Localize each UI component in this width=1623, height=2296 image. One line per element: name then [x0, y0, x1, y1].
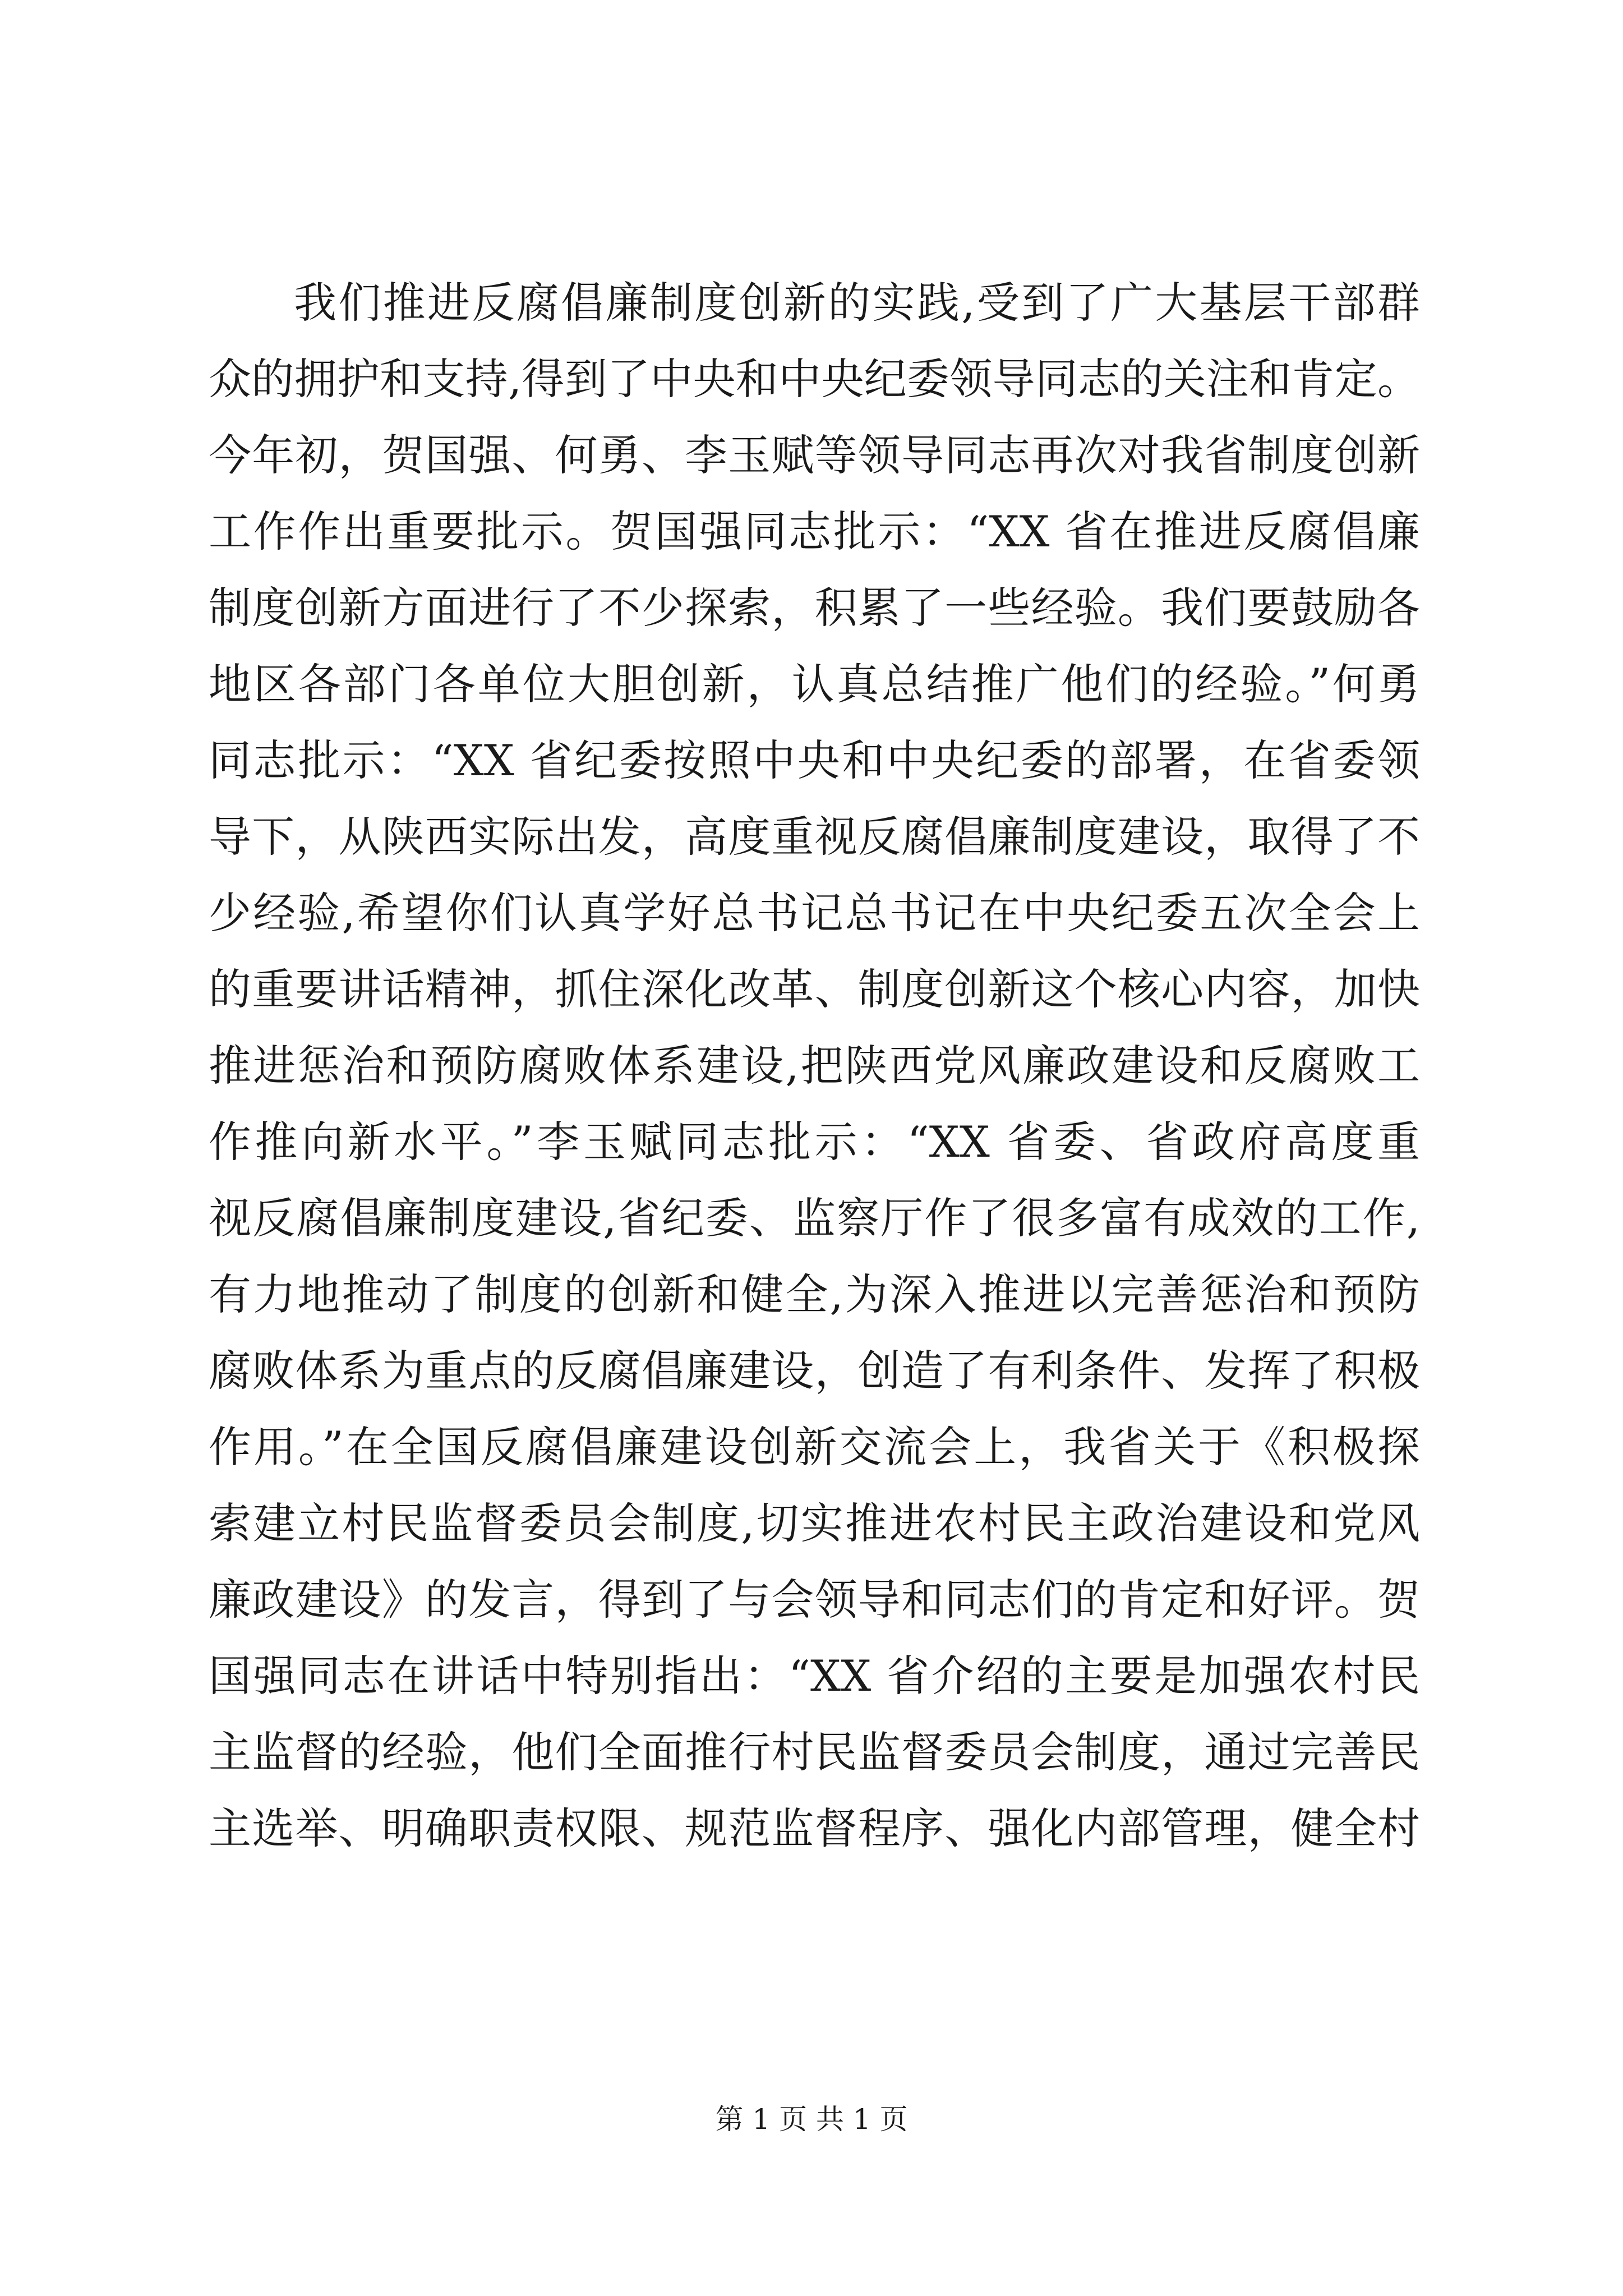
body-paragraph: [209, 265, 1420, 1867]
text-line: 我们推进反腐倡廉制度创新的实践,受到了广大基层干部群: [294, 278, 1420, 328]
text-line: 同志批示：“XX 省纪委按照中央和中央纪委的部署，在省委领: [209, 735, 1420, 785]
text-line: 工作作出重要批示。贺国强同志批示：“XX 省在推进反腐倡廉: [209, 507, 1420, 556]
text-line: 国强同志在讲话中特别指出：“XX 省介绍的主要是加强农村民: [209, 1651, 1420, 1701]
page-footer: [0, 2097, 1623, 2142]
text-line: 视反腐倡廉制度建设,省纪委、监察厅作了很多富有成效的工作,: [209, 1193, 1420, 1243]
text-line: 腐败体系为重点的反腐倡廉建设，创造了有利条件、发挥了积极: [209, 1346, 1420, 1396]
text-line: 主选举、明确职责权限、规范监督程序、强化内部管理，健全村: [209, 1803, 1420, 1853]
page-number: 第 1 页 共 1 页: [715, 2103, 908, 2136]
text-line: 主监督的经验，他们全面推行村民监督委员会制度，通过完善民: [209, 1727, 1420, 1777]
text-line: 少经验,希望你们认真学好总书记总书记在中央纪委五次全会上: [209, 888, 1420, 938]
text-line: 的重要讲话精神，抓住深化改革、制度创新这个核心内容，加快: [209, 964, 1420, 1014]
text-line: 今年初，贺国强、何勇、李玉赋等领导同志再次对我省制度创新: [209, 430, 1420, 480]
text-line: 推进惩治和预防腐败体系建设,把陕西党风廉政建设和反腐败工: [209, 1041, 1420, 1091]
text-line: 索建立村民监督委员会制度,切实推进农村民主政治建设和党风: [209, 1498, 1420, 1548]
text-line: 作推向新水平。”李玉赋同志批示：“XX 省委、省政府高度重: [209, 1117, 1420, 1167]
text-line: 作用。”在全国反腐倡廉建设创新交流会上，我省关于《积极探: [209, 1422, 1420, 1472]
text-line: 地区各部门各单位大胆创新，认真总结推广他们的经验。”何勇: [209, 659, 1420, 709]
text-line: 众的拥护和支持,得到了中央和中央纪委领导同志的关注和肯定。: [209, 354, 1420, 404]
text-line: 制度创新方面进行了不少探索，积累了一些经验。我们要鼓励各: [209, 583, 1420, 633]
text-line: 廉政建设》的发言，得到了与会领导和同志们的肯定和好评。贺: [209, 1575, 1420, 1625]
text-line: 导下，从陕西实际出发，高度重视反腐倡廉制度建设，取得了不: [209, 812, 1420, 862]
text-line: 有力地推动了制度的创新和健全,为深入推进以完善惩治和预防: [209, 1269, 1420, 1319]
